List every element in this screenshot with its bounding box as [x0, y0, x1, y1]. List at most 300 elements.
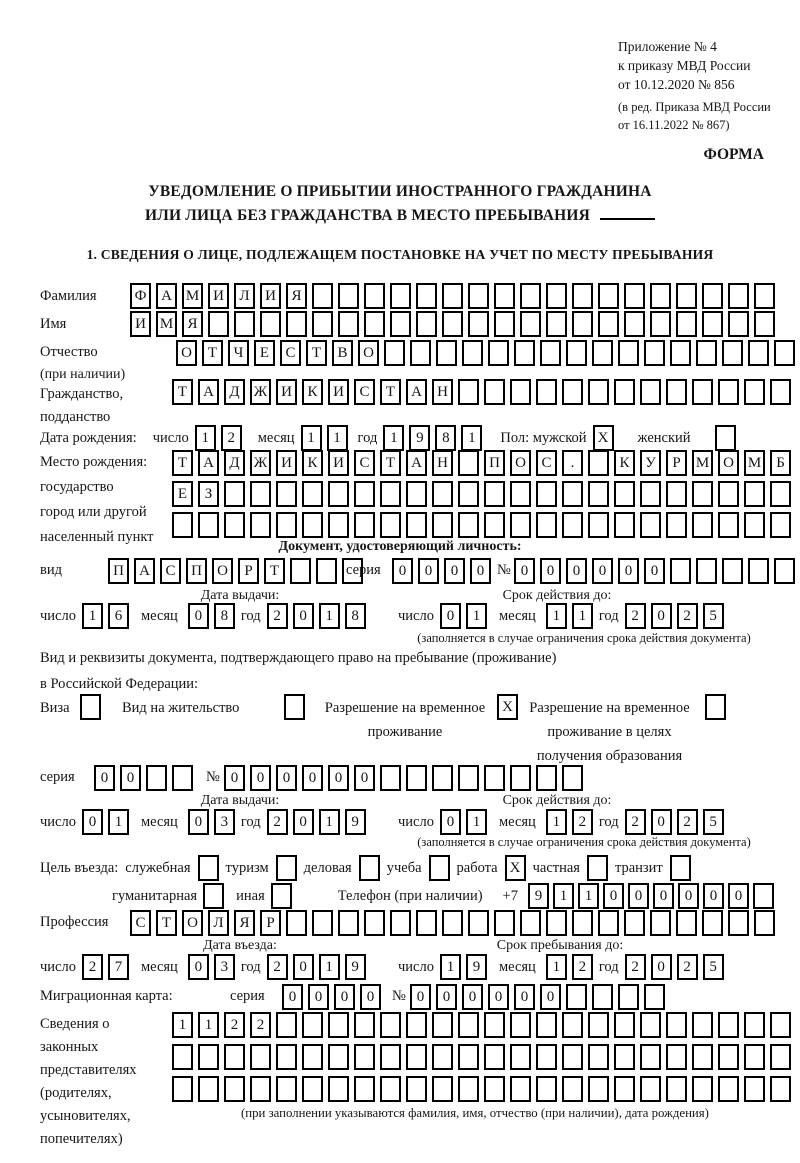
char-box[interactable] [432, 481, 453, 507]
char-box-filled[interactable]: 0 [436, 984, 457, 1010]
char-box[interactable] [598, 311, 619, 337]
char-box-filled[interactable]: В [332, 340, 353, 366]
char-box-filled[interactable]: Я [286, 283, 307, 309]
char-box[interactable] [354, 1044, 375, 1070]
char-box[interactable] [728, 283, 749, 309]
char-box-filled[interactable]: А [406, 379, 427, 405]
char-box[interactable] [546, 311, 567, 337]
char-box[interactable] [406, 481, 427, 507]
char-box-filled[interactable]: 1 [546, 809, 567, 835]
char-box-filled[interactable]: 1 [172, 1012, 193, 1038]
char-box-filled[interactable]: 2 [267, 809, 288, 835]
char-box-filled[interactable]: 2 [625, 809, 646, 835]
char-box-filled[interactable]: Т [380, 379, 401, 405]
char-box[interactable] [271, 883, 292, 909]
char-box-filled[interactable]: Л [234, 283, 255, 309]
char-box[interactable] [458, 1044, 479, 1070]
char-box-filled[interactable]: А [156, 283, 177, 309]
char-box-filled[interactable]: 0 [678, 883, 699, 909]
char-box[interactable] [494, 283, 515, 309]
char-box-filled[interactable]: И [260, 283, 281, 309]
char-box-filled[interactable]: 1 [319, 954, 340, 980]
char-box-filled[interactable]: П [484, 450, 505, 476]
char-box[interactable] [380, 481, 401, 507]
char-box-filled[interactable]: . [562, 450, 583, 476]
char-box-filled[interactable]: 0 [293, 954, 314, 980]
char-box-filled[interactable]: 0 [392, 558, 413, 584]
char-box[interactable] [276, 1044, 297, 1070]
char-box[interactable] [770, 512, 791, 538]
char-box-filled[interactable]: 2 [250, 1012, 271, 1038]
char-box[interactable] [302, 481, 323, 507]
char-box[interactable] [406, 1012, 427, 1038]
char-box[interactable] [354, 1076, 375, 1102]
char-box[interactable] [692, 1012, 713, 1038]
char-box[interactable] [592, 984, 613, 1010]
char-box-filled[interactable]: 0 [282, 984, 303, 1010]
char-box[interactable] [670, 340, 691, 366]
char-box-filled[interactable]: 0 [418, 558, 439, 584]
char-box[interactable] [562, 481, 583, 507]
char-box-filled[interactable]: О [358, 340, 379, 366]
char-box[interactable] [462, 340, 483, 366]
char-box-filled[interactable]: 3 [214, 954, 235, 980]
char-box-filled[interactable]: Б [770, 450, 791, 476]
char-box[interactable] [510, 765, 531, 791]
char-box[interactable] [208, 311, 229, 337]
char-box[interactable] [718, 1044, 739, 1070]
char-box[interactable] [748, 340, 769, 366]
char-box-filled[interactable]: Т [306, 340, 327, 366]
char-box[interactable] [328, 1044, 349, 1070]
char-box[interactable] [286, 311, 307, 337]
char-box-filled[interactable]: 2 [82, 954, 103, 980]
char-box[interactable] [696, 558, 717, 584]
char-box[interactable] [744, 379, 765, 405]
char-box[interactable] [744, 1076, 765, 1102]
char-box-filled[interactable]: 1 [546, 954, 567, 980]
char-box-filled[interactable]: 9 [466, 954, 487, 980]
char-box-filled[interactable]: 0 [360, 984, 381, 1010]
char-box[interactable] [172, 1044, 193, 1070]
char-box[interactable] [458, 450, 479, 476]
char-box-filled[interactable]: 1 [319, 603, 340, 629]
char-box[interactable] [666, 1012, 687, 1038]
char-box[interactable] [536, 1076, 557, 1102]
char-box[interactable] [614, 1076, 635, 1102]
char-box[interactable] [468, 283, 489, 309]
char-box[interactable] [744, 1044, 765, 1070]
char-box[interactable] [572, 283, 593, 309]
char-box[interactable] [546, 910, 567, 936]
char-box[interactable] [753, 883, 774, 909]
char-box[interactable] [406, 1076, 427, 1102]
char-box[interactable] [328, 1076, 349, 1102]
char-box-filled[interactable]: Т [156, 910, 177, 936]
char-box[interactable] [250, 512, 271, 538]
char-box-filled[interactable]: 0 [188, 603, 209, 629]
char-box[interactable] [562, 1012, 583, 1038]
char-box[interactable] [484, 379, 505, 405]
char-box[interactable] [702, 283, 723, 309]
char-box-filled[interactable]: Л [208, 910, 229, 936]
char-box-filled[interactable]: М [182, 283, 203, 309]
char-box[interactable] [276, 855, 297, 881]
char-box-filled[interactable]: 0 [651, 603, 672, 629]
char-box-filled[interactable]: Р [666, 450, 687, 476]
char-box[interactable] [572, 311, 593, 337]
char-box-filled[interactable]: Е [254, 340, 275, 366]
char-box[interactable] [494, 910, 515, 936]
char-box-filled[interactable]: 1 [383, 425, 404, 451]
char-box-filled[interactable]: З [198, 481, 219, 507]
char-box[interactable] [588, 481, 609, 507]
char-box-filled[interactable]: 1 [319, 809, 340, 835]
char-box-filled[interactable]: 1 [440, 954, 461, 980]
char-box-filled[interactable]: 1 [466, 603, 487, 629]
char-box[interactable] [380, 1076, 401, 1102]
char-box[interactable] [510, 1044, 531, 1070]
char-box[interactable] [728, 910, 749, 936]
char-box-filled[interactable]: 5 [703, 809, 724, 835]
char-box[interactable] [416, 910, 437, 936]
char-box[interactable] [484, 512, 505, 538]
char-box[interactable] [198, 1044, 219, 1070]
char-box-filled[interactable]: 5 [703, 954, 724, 980]
char-box-filled[interactable]: 1 [553, 883, 574, 909]
char-box[interactable] [562, 765, 583, 791]
char-box[interactable] [250, 1044, 271, 1070]
char-box-filled[interactable]: О [182, 910, 203, 936]
char-box[interactable] [328, 512, 349, 538]
char-box[interactable] [566, 984, 587, 1010]
char-box-filled[interactable]: 0 [540, 984, 561, 1010]
char-box[interactable] [458, 765, 479, 791]
char-box[interactable] [618, 340, 639, 366]
char-box[interactable] [354, 481, 375, 507]
char-box[interactable] [338, 283, 359, 309]
char-box[interactable] [566, 340, 587, 366]
char-box-filled[interactable]: 8 [345, 603, 366, 629]
char-box-filled[interactable]: И [328, 450, 349, 476]
char-box-filled[interactable]: 8 [214, 603, 235, 629]
char-box-filled[interactable]: 2 [677, 603, 698, 629]
char-box[interactable] [172, 512, 193, 538]
char-box[interactable] [618, 984, 639, 1010]
char-box-filled[interactable]: С [354, 379, 375, 405]
char-box-filled[interactable]: 2 [572, 809, 593, 835]
char-box[interactable] [718, 512, 739, 538]
char-box[interactable] [536, 1044, 557, 1070]
char-box[interactable] [520, 283, 541, 309]
char-box[interactable] [494, 311, 515, 337]
char-box-filled[interactable]: X [593, 425, 614, 451]
char-box-filled[interactable]: 0 [488, 984, 509, 1010]
char-box[interactable] [692, 379, 713, 405]
char-box[interactable] [562, 1076, 583, 1102]
char-box[interactable] [514, 340, 535, 366]
char-box[interactable] [198, 1076, 219, 1102]
char-box-filled[interactable]: 0 [293, 809, 314, 835]
char-box[interactable] [587, 855, 608, 881]
char-box-filled[interactable]: Ч [228, 340, 249, 366]
char-box-filled[interactable]: 0 [703, 883, 724, 909]
char-box[interactable] [510, 512, 531, 538]
char-box-filled[interactable]: Р [260, 910, 281, 936]
char-box[interactable] [364, 283, 385, 309]
char-box[interactable] [624, 910, 645, 936]
char-box[interactable] [172, 765, 193, 791]
char-box[interactable] [354, 512, 375, 538]
char-box-filled[interactable]: 0 [618, 558, 639, 584]
char-box-filled[interactable]: 1 [301, 425, 322, 451]
char-box-filled[interactable]: С [130, 910, 151, 936]
char-box-filled[interactable]: 6 [108, 603, 129, 629]
char-box[interactable] [598, 910, 619, 936]
char-box-filled[interactable]: Р [238, 558, 259, 584]
char-box[interactable] [650, 311, 671, 337]
char-box-filled[interactable]: 1 [578, 883, 599, 909]
char-box[interactable] [364, 311, 385, 337]
char-box[interactable] [359, 855, 380, 881]
char-box[interactable] [536, 512, 557, 538]
char-box[interactable] [250, 1076, 271, 1102]
char-box[interactable] [380, 1012, 401, 1038]
char-box-filled[interactable]: А [134, 558, 155, 584]
char-box-filled[interactable]: 0 [462, 984, 483, 1010]
char-box[interactable] [640, 481, 661, 507]
char-box-filled[interactable]: П [108, 558, 129, 584]
char-box[interactable] [234, 311, 255, 337]
char-box-filled[interactable]: 9 [345, 954, 366, 980]
char-box[interactable] [276, 1076, 297, 1102]
char-box[interactable] [562, 1044, 583, 1070]
char-box-filled[interactable]: А [198, 450, 219, 476]
char-box-filled[interactable]: 0 [440, 809, 461, 835]
char-box[interactable] [676, 311, 697, 337]
char-box-filled[interactable]: Я [182, 311, 203, 337]
char-box-filled[interactable]: 1 [108, 809, 129, 835]
char-box[interactable] [588, 1012, 609, 1038]
char-box-filled[interactable]: 0 [354, 765, 375, 791]
char-box-filled[interactable]: 0 [566, 558, 587, 584]
char-box-filled[interactable]: Т [264, 558, 285, 584]
char-box[interactable] [328, 1012, 349, 1038]
char-box[interactable] [276, 512, 297, 538]
char-box[interactable] [364, 910, 385, 936]
char-box[interactable] [676, 283, 697, 309]
char-box[interactable] [644, 340, 665, 366]
char-box-filled[interactable]: 2 [267, 603, 288, 629]
char-box[interactable] [588, 1076, 609, 1102]
char-box[interactable] [468, 910, 489, 936]
char-box-filled[interactable]: Ф [130, 283, 151, 309]
char-box-filled[interactable]: О [176, 340, 197, 366]
char-box[interactable] [224, 1044, 245, 1070]
char-box-filled[interactable]: 0 [653, 883, 674, 909]
char-box[interactable] [432, 1012, 453, 1038]
char-box[interactable] [592, 340, 613, 366]
char-box[interactable] [380, 1044, 401, 1070]
char-box[interactable] [442, 283, 463, 309]
char-box-filled[interactable]: С [354, 450, 375, 476]
char-box-filled[interactable]: 9 [528, 883, 549, 909]
char-box-filled[interactable]: 0 [440, 603, 461, 629]
char-box[interactable] [692, 481, 713, 507]
char-box[interactable] [770, 1012, 791, 1038]
char-box-filled[interactable]: 0 [514, 558, 535, 584]
char-box[interactable] [224, 512, 245, 538]
char-box[interactable] [640, 379, 661, 405]
char-box[interactable] [536, 481, 557, 507]
char-box[interactable] [468, 311, 489, 337]
char-box-filled[interactable]: 0 [94, 765, 115, 791]
char-box[interactable] [484, 481, 505, 507]
char-box[interactable] [224, 481, 245, 507]
char-box[interactable] [536, 1012, 557, 1038]
char-box[interactable] [390, 910, 411, 936]
char-box[interactable] [432, 512, 453, 538]
char-box[interactable] [536, 765, 557, 791]
char-box-filled[interactable]: Е [172, 481, 193, 507]
char-box[interactable] [540, 340, 561, 366]
char-box[interactable] [432, 765, 453, 791]
char-box[interactable] [484, 1044, 505, 1070]
char-box-filled[interactable]: 0 [728, 883, 749, 909]
char-box[interactable] [172, 1076, 193, 1102]
char-box[interactable] [380, 512, 401, 538]
char-box-filled[interactable]: 0 [470, 558, 491, 584]
char-box[interactable] [406, 512, 427, 538]
char-box-filled[interactable]: 2 [625, 603, 646, 629]
char-box[interactable] [666, 1044, 687, 1070]
char-box[interactable] [624, 311, 645, 337]
char-box-filled[interactable]: Н [432, 450, 453, 476]
char-box-filled[interactable]: Т [172, 379, 193, 405]
char-box[interactable] [718, 1012, 739, 1038]
char-box[interactable] [774, 558, 795, 584]
char-box-filled[interactable]: А [198, 379, 219, 405]
char-box[interactable] [666, 481, 687, 507]
char-box-filled[interactable]: И [130, 311, 151, 337]
char-box-filled[interactable]: Ж [250, 379, 271, 405]
char-box-filled[interactable]: 0 [188, 809, 209, 835]
char-box-filled[interactable]: 0 [224, 765, 245, 791]
char-box-filled[interactable]: И [328, 379, 349, 405]
char-box[interactable] [614, 481, 635, 507]
char-box[interactable] [406, 765, 427, 791]
char-box-filled[interactable]: 0 [651, 954, 672, 980]
char-box[interactable] [774, 340, 795, 366]
char-box[interactable] [546, 283, 567, 309]
char-box[interactable] [458, 1076, 479, 1102]
char-box-filled[interactable]: 2 [224, 1012, 245, 1038]
char-box-filled[interactable]: Я [234, 910, 255, 936]
char-box-filled[interactable]: Ж [250, 450, 271, 476]
char-box[interactable] [670, 558, 691, 584]
char-box[interactable] [312, 910, 333, 936]
char-box[interactable] [728, 311, 749, 337]
char-box-filled[interactable]: 2 [572, 954, 593, 980]
char-box[interactable] [670, 855, 691, 881]
char-box-filled[interactable]: И [276, 450, 297, 476]
char-box[interactable] [770, 379, 791, 405]
char-box[interactable] [692, 1076, 713, 1102]
char-box[interactable] [302, 1076, 323, 1102]
char-box-filled[interactable]: 2 [267, 954, 288, 980]
char-box[interactable] [198, 512, 219, 538]
char-box-filled[interactable]: К [302, 379, 323, 405]
char-box-filled[interactable]: С [160, 558, 181, 584]
char-box[interactable] [614, 1044, 635, 1070]
char-box[interactable] [328, 481, 349, 507]
char-box-filled[interactable]: С [536, 450, 557, 476]
char-box[interactable] [146, 765, 167, 791]
char-box[interactable] [770, 481, 791, 507]
char-box[interactable] [614, 1012, 635, 1038]
char-box[interactable] [748, 558, 769, 584]
char-box-filled[interactable]: Т [172, 450, 193, 476]
char-box[interactable] [666, 1076, 687, 1102]
char-box[interactable] [338, 311, 359, 337]
char-box[interactable] [354, 1012, 375, 1038]
char-box[interactable] [640, 512, 661, 538]
char-box[interactable] [484, 1076, 505, 1102]
char-box[interactable] [432, 1076, 453, 1102]
char-box[interactable] [536, 379, 557, 405]
char-box-filled[interactable]: 1 [82, 603, 103, 629]
char-box[interactable] [562, 379, 583, 405]
char-box[interactable] [715, 425, 736, 451]
char-box[interactable] [520, 311, 541, 337]
char-box-filled[interactable]: Д [224, 379, 245, 405]
char-box[interactable] [588, 450, 609, 476]
char-box-filled[interactable]: О [510, 450, 531, 476]
char-box[interactable] [488, 340, 509, 366]
char-box[interactable] [290, 558, 311, 584]
char-box[interactable] [744, 512, 765, 538]
char-box[interactable] [650, 910, 671, 936]
char-box-filled[interactable]: 1 [327, 425, 348, 451]
char-box[interactable] [640, 1044, 661, 1070]
char-box-filled[interactable]: П [186, 558, 207, 584]
char-box[interactable] [484, 1012, 505, 1038]
char-box[interactable] [198, 855, 219, 881]
char-box[interactable] [390, 283, 411, 309]
char-box-filled[interactable]: К [614, 450, 635, 476]
char-box[interactable] [260, 311, 281, 337]
char-box-filled[interactable]: 7 [108, 954, 129, 980]
char-box[interactable] [598, 283, 619, 309]
char-box[interactable] [588, 1044, 609, 1070]
char-box-filled[interactable]: 5 [703, 603, 724, 629]
char-box-filled[interactable]: Т [380, 450, 401, 476]
char-box-filled[interactable]: 8 [435, 425, 456, 451]
char-box-filled[interactable]: 0 [444, 558, 465, 584]
char-box[interactable] [692, 1044, 713, 1070]
char-box-filled[interactable]: У [640, 450, 661, 476]
char-box[interactable] [80, 694, 101, 720]
char-box[interactable] [770, 1076, 791, 1102]
char-box[interactable] [770, 1044, 791, 1070]
char-box[interactable] [702, 910, 723, 936]
char-box-filled[interactable]: М [156, 311, 177, 337]
char-box-filled[interactable]: 0 [514, 984, 535, 1010]
char-box-filled[interactable]: 0 [276, 765, 297, 791]
char-box[interactable] [442, 311, 463, 337]
char-box[interactable] [718, 1076, 739, 1102]
char-box-filled[interactable]: 0 [293, 603, 314, 629]
